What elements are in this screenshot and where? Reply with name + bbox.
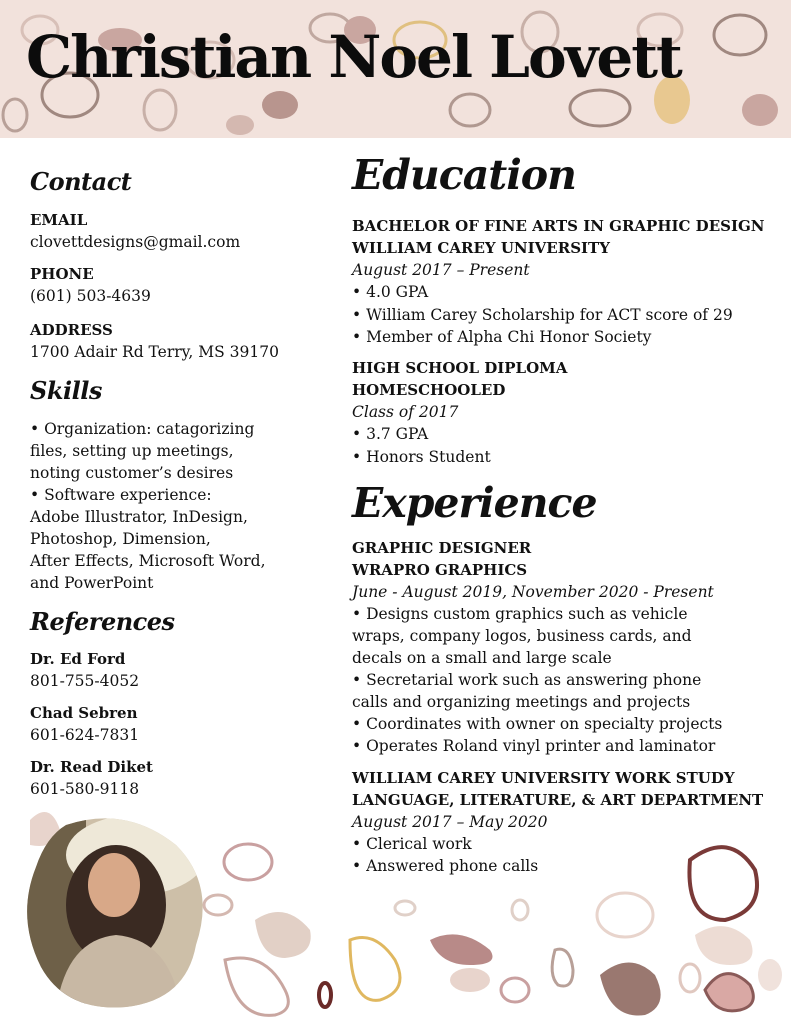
degree-title: HIGH SCHOOL DIPLOMA <box>352 359 568 378</box>
references-heading: References <box>30 606 175 636</box>
skills-line: Photoshop, Dimension, <box>30 529 211 548</box>
job-title: GRAPHIC DESIGNER <box>352 539 532 558</box>
job-line: • Designs custom graphics such as vehicle <box>352 605 688 624</box>
email-label: EMAIL <box>30 210 88 229</box>
education-section <box>352 152 772 468</box>
list-item: • Honors Student <box>352 446 772 468</box>
list-item: • Member of Alpha Chi Honor Society <box>352 326 772 348</box>
education-dates: August 2017 – Present <box>352 261 530 280</box>
left-column <box>30 168 300 800</box>
address-label: ADDRESS <box>30 320 113 339</box>
references-section <box>30 608 300 801</box>
reference-item <box>30 756 300 800</box>
experience-heading: Experience <box>352 479 597 528</box>
job-dates: August 2017 – May 2020 <box>352 813 548 832</box>
skills-section <box>30 377 300 594</box>
skills-line: • Software experience: <box>30 485 212 504</box>
reference-phone: 601-580-9118 <box>30 780 140 799</box>
reference-phone: 601-624-7831 <box>30 726 140 745</box>
skills-text <box>30 418 300 594</box>
address-block <box>30 319 300 363</box>
list-item: • 3.7 GPA <box>352 423 772 445</box>
skills-line: files, setting up meetings, <box>30 441 234 460</box>
phone-value: (601) 503-4639 <box>30 286 151 305</box>
degree-title: BACHELOR OF FINE ARTS IN GRAPHIC DESIGN <box>352 217 765 236</box>
reference-name: Chad Sebren <box>30 704 138 723</box>
skills-line: After Effects, Microsoft Word, <box>30 551 266 570</box>
job-line: • Secretarial work such as answering phone <box>352 671 702 690</box>
list-item: • 4.0 GPA <box>352 281 772 303</box>
reference-name: Dr. Read Diket <box>30 758 153 777</box>
skills-heading: Skills <box>30 375 102 405</box>
profile-photo <box>26 815 206 1010</box>
experience-section <box>352 480 772 877</box>
reference-item <box>30 648 300 692</box>
reference-item <box>30 702 300 746</box>
job-title: WILLIAM CAREY UNIVERSITY WORK STUDY <box>352 769 735 788</box>
school-name: WILLIAM CAREY UNIVERSITY <box>352 239 610 258</box>
education-dates: Class of 2017 <box>352 403 459 422</box>
employer-name: WRAPRO GRAPHICS <box>352 561 528 580</box>
job-line: decals on a small and large scale <box>352 649 612 668</box>
education-heading: Education <box>352 151 576 199</box>
education-entry <box>352 357 772 468</box>
education-bullets <box>352 281 772 348</box>
job-line: • Coordinates with owner on specialty projects <box>352 715 723 734</box>
job-line: wraps, company logos, business cards, and <box>352 627 692 646</box>
page-title: Christian Noel Lovett <box>26 23 681 91</box>
contact-heading: Contact <box>30 167 132 196</box>
skills-line: noting customer’s desires <box>30 463 234 482</box>
experience-entry <box>352 537 772 757</box>
address-value: 1700 Adair Rd Terry, MS 39170 <box>30 342 279 361</box>
school-name: HOMESCHOOLED <box>352 381 506 400</box>
email-value: clovettdesigns@gmail.com <box>30 232 241 251</box>
phone-label: PHONE <box>30 264 94 283</box>
job-line: • Answered phone calls <box>352 857 539 876</box>
skills-line: • Organization: catagorizing <box>30 419 255 438</box>
list-item: • William Carey Scholarship for ACT score of 29 <box>352 304 772 326</box>
reference-phone: 801-755-4052 <box>30 672 140 691</box>
job-line: calls and organizing meetings and projects <box>352 693 691 712</box>
skills-line: and PowerPoint <box>30 573 154 592</box>
employer-name: LANGUAGE, LITERATURE, & ART DEPARTMENT <box>352 791 764 810</box>
job-line: • Clerical work <box>352 835 472 854</box>
email-block <box>30 209 300 253</box>
education-bullets <box>352 423 772 468</box>
contact-section <box>30 168 300 363</box>
skills-line: Adobe Illustrator, InDesign, <box>30 507 248 526</box>
right-column <box>352 152 772 877</box>
job-dates: June - August 2019, November 2020 - Present <box>352 583 714 602</box>
experience-entry <box>352 767 772 877</box>
phone-block <box>30 263 300 307</box>
job-line: • Operates Roland vinyl printer and laminator <box>352 737 716 756</box>
reference-name: Dr. Ed Ford <box>30 650 126 669</box>
education-entry <box>352 215 772 348</box>
header-banner <box>0 0 791 138</box>
